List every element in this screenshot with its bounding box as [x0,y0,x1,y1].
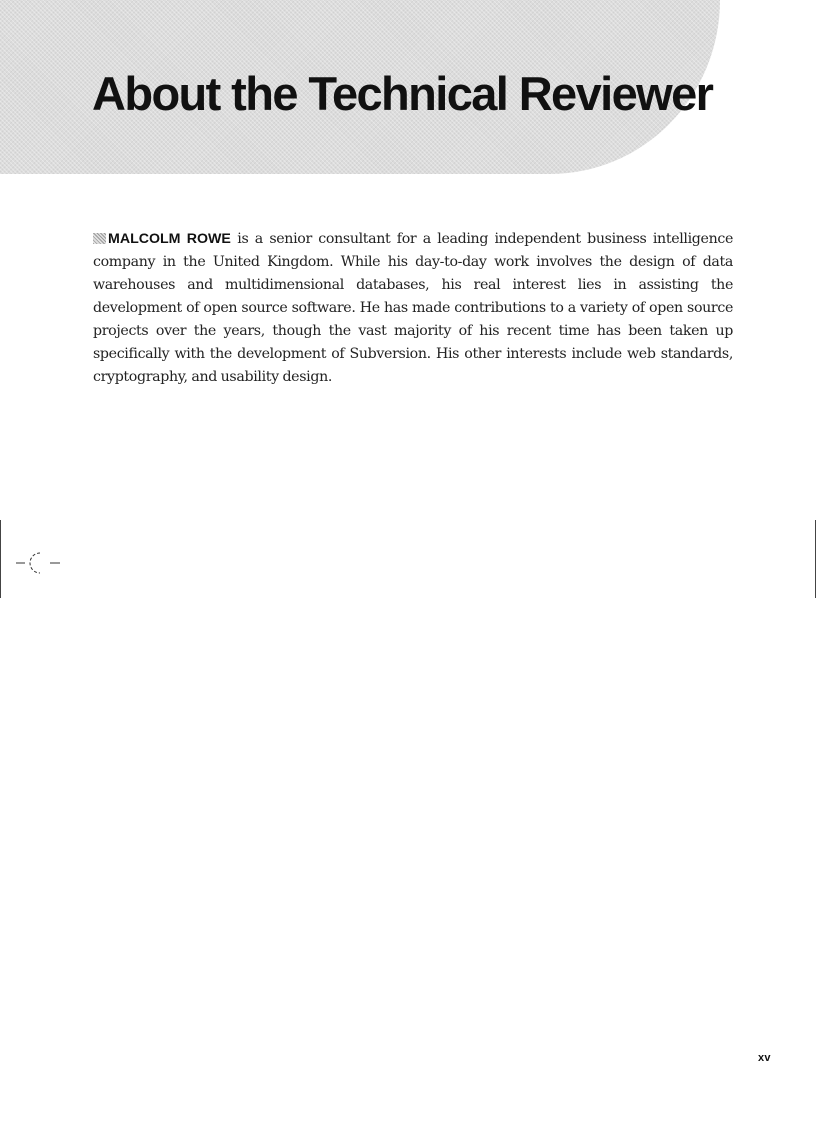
left-edge-rule [0,520,1,598]
page-number: xv [758,1052,771,1064]
page-title: About the Technical Reviewer [92,67,713,120]
reviewer-bio [93,228,733,389]
bio-marker-icon [93,233,106,244]
reviewer-bio-text: is a senior consultant for a leading independent business intelligence company in the United Kingdom. While his day-to-day work involves the design of data warehouses and multidimensional databases, his real interest lies in assisting the development of open source software. He has made contributions to a variety of open source projects over the years, though the vast majority of his recent time has been taken up specifically with the development of Subversion. His other interests include web standards, cryptography, and usability design. [93,231,734,385]
registration-mark-icon [16,548,62,578]
reviewer-name: MALCOLM ROWE [108,231,231,247]
